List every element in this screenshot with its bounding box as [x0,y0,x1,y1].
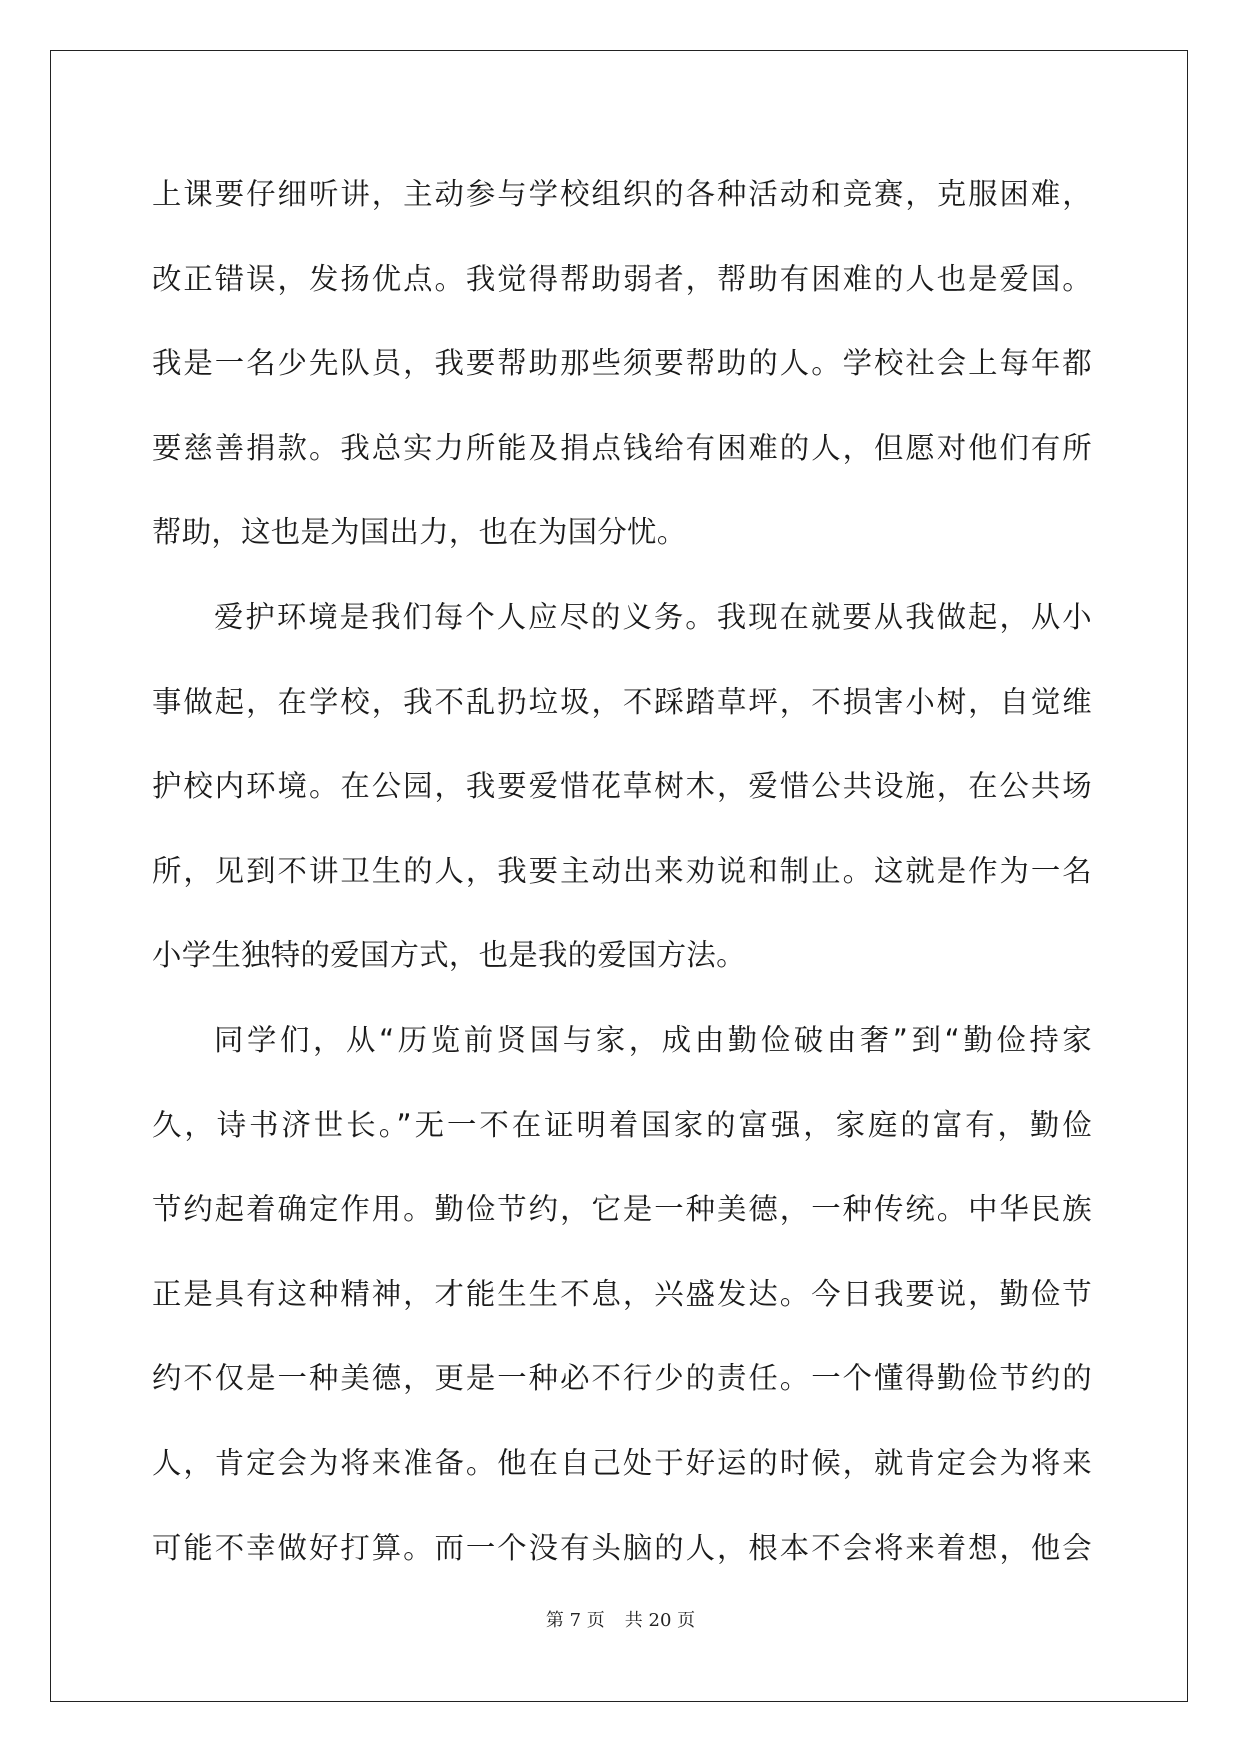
text-line: 久，诗书济世长。”无一不在证明着国家的富强，家庭的富有，勤俭 [152,1107,1092,1142]
text-line: 人，肯定会为将来准备。他在自己处于好运的时候，就肯定会为将来 [152,1445,1092,1480]
text-line: 节约起着确定作用。勤俭节约，它是一种美德，一种传统。中华民族 [152,1192,1092,1227]
text-line: 正是具有这种精神，才能生生不息，兴盛发达。今日我要说，勤俭节 [152,1276,1092,1311]
page-number: 第 7 页 [545,1610,605,1631]
text-line: 我是一名少先队员，我要帮助那些须要帮助的人。学校社会上每年都 [152,346,1092,381]
paragraph-first-line: 同学们，从“历览前贤国与家，成由勤俭破由奢”到“勤俭持家 [214,1022,1092,1057]
text-line: 要慈善捐款。我总实力所能及捐点钱给有困难的人，但愿对他们有所 [152,430,1092,465]
text-line: 所，见到不讲卫生的人，我要主动出来劝说和制止。这就是作为一名 [152,853,1092,888]
text-line: 改正错误，发扬优点。我觉得帮助弱者，帮助有困难的人也是爱国。 [152,261,1092,296]
text-line: 事做起，在学校，我不乱扔垃圾，不踩踏草坪，不损害小树，自觉维 [152,684,1092,719]
text-line: 护校内环境。在公园，我要爱惜花草树木，爱惜公共设施，在公共场 [152,769,1092,804]
text-line: 约不仅是一种美德，更是一种必不行少的责任。一个懂得勤俭节约的 [152,1361,1092,1396]
text-line: 可能不幸做好打算。而一个没有头脑的人，根本不会将来着想，他会 [152,1530,1092,1565]
page-footer [0,1606,1241,1632]
text-line: 上课要仔细听讲，主动参与学校组织的各种活动和竞赛，克服困难， [152,177,1092,211]
text-line: 帮助，这也是为国出力，也在为国分忧。 [152,515,687,550]
paragraph-first-line: 爱护环境是我们每个人应尽的义务。我现在就要从我做起，从小 [214,599,1092,634]
document-body [152,152,1092,1590]
page-total: 共 20 页 [624,1610,696,1631]
text-line: 小学生独特的爱国方式，也是我的爱国方法。 [152,938,746,973]
